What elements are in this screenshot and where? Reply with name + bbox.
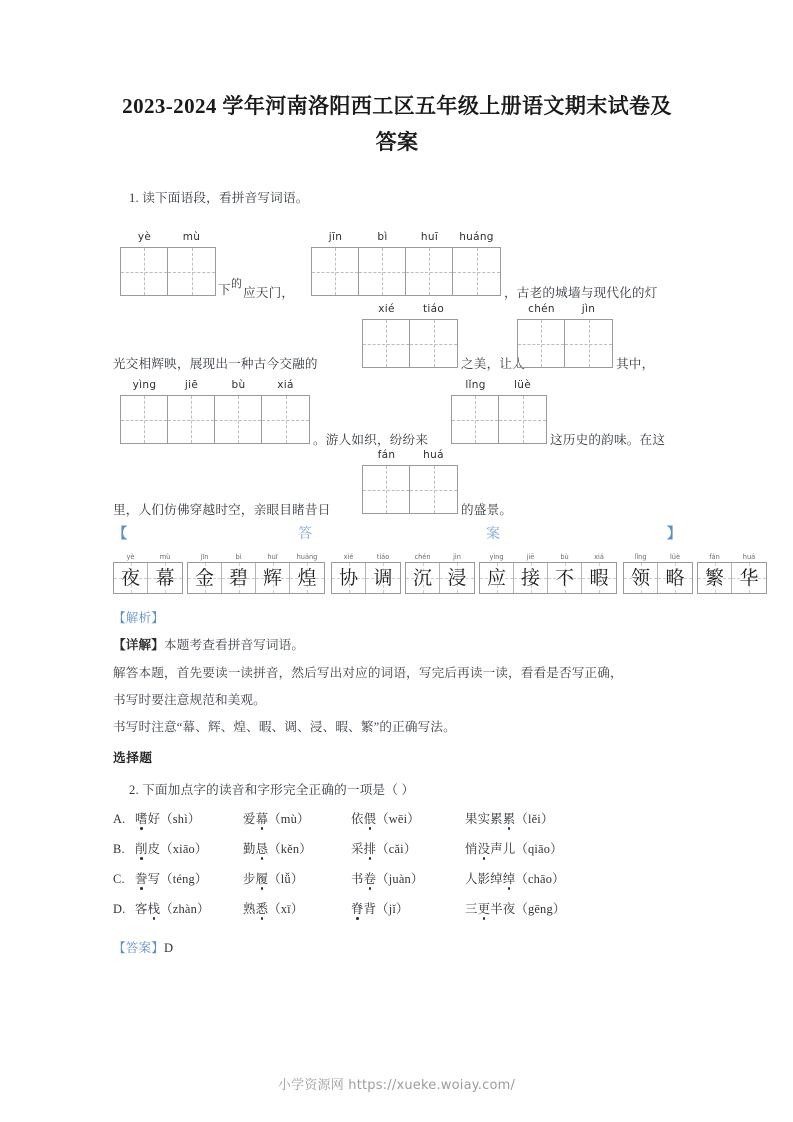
- answer-group-linglue: [623, 553, 693, 594]
- pinyin-grid-row-4: [113, 449, 681, 521]
- answer-cell: [514, 553, 548, 593]
- fragment-text: 。游人如织，纷纷来: [313, 433, 429, 448]
- option-a[interactable]: [113, 805, 681, 835]
- dotted-char: 履: [255, 871, 269, 886]
- answer-cell: [290, 553, 324, 593]
- grid-cell[interactable]: [168, 231, 215, 295]
- question-1-number: 1.: [129, 191, 139, 206]
- fragment-text: 的: [231, 278, 243, 291]
- dotted-char: 幕: [255, 811, 269, 826]
- pinyin-label: lǐng: [465, 379, 486, 392]
- option-a-item-2: 爱幕（mù）: [243, 811, 310, 826]
- question-2-text: 下面加点字的读音和字形完全正确的一项是（ ）: [142, 782, 415, 797]
- grid-cell[interactable]: [121, 379, 168, 443]
- answer-cell: [698, 553, 732, 593]
- grid-cell[interactable]: [121, 231, 168, 295]
- option-d[interactable]: [113, 895, 681, 925]
- answer-char: 幕: [155, 566, 175, 589]
- grid-cell[interactable]: [453, 231, 500, 295]
- dotted-char: 恳: [255, 841, 269, 856]
- dotted-char: 更: [477, 901, 491, 916]
- answer-char: 调: [373, 566, 393, 589]
- dotted-char: 栈: [147, 901, 161, 916]
- answer-cell: [406, 553, 440, 593]
- fragment-text: 光交相辉映，展现出一种古今交融的: [113, 357, 318, 372]
- dotted-char: 脊: [351, 901, 364, 916]
- pinyin-label: huáng: [459, 231, 494, 244]
- answer-char: 协: [338, 566, 358, 589]
- option-c-item-1: 誊写（téng）: [135, 871, 208, 886]
- answer-pinyin: tiáo: [376, 553, 390, 562]
- grid-cell[interactable]: [363, 449, 410, 513]
- dotted-char: 嗜: [135, 811, 148, 826]
- answer-cell: [440, 553, 474, 593]
- question-1-prompt: [113, 186, 681, 211]
- tianzige-jin-bi-hui-huang[interactable]: [311, 231, 501, 296]
- grid-cell[interactable]: [168, 379, 215, 443]
- grid-cell[interactable]: [565, 303, 612, 367]
- option-b-item-3: 采排（cǎi）: [351, 841, 417, 856]
- answer-group-jinbihuihuang: [187, 553, 325, 594]
- grid-cell[interactable]: [359, 231, 406, 295]
- answer-char: 应: [486, 566, 506, 589]
- answer-cell: [188, 553, 222, 593]
- answer-pinyin: fán: [709, 553, 720, 562]
- dotted-char: 累: [502, 811, 516, 826]
- answer-tag: 【答案】: [113, 940, 164, 955]
- option-c-item-3: 书卷（juàn）: [351, 871, 424, 886]
- option-d-item-2: 熟悉（xī）: [243, 901, 304, 916]
- pinyin-label: chén: [528, 303, 555, 316]
- dotted-char: 偎: [363, 811, 377, 826]
- answer-pinyin: chén: [414, 553, 431, 562]
- pinyin-grid-row-1: [113, 213, 681, 301]
- footer-watermark: 小学资源网 https://xueke.woiay.com/: [277, 1078, 516, 1093]
- bracket-close: 】: [667, 527, 681, 543]
- tianzige-ying-jie-bu-xia[interactable]: [120, 379, 310, 444]
- answer-cell: [624, 553, 658, 593]
- dotted-char: 悉: [255, 901, 269, 916]
- answer-value: D: [163, 940, 174, 955]
- page-title: 2023-2024 学年河南洛阳西工区五年级上册语文期末试卷及答案: [122, 94, 672, 155]
- answer-pinyin: jīn: [200, 553, 209, 562]
- option-a-item-1: 嗜好（shì）: [135, 811, 201, 826]
- option-b-item-4: 悄没声儿（qiāo）: [465, 841, 563, 856]
- pinyin-label: mù: [182, 231, 201, 244]
- answer-cell: [222, 553, 256, 593]
- answer-group-yingjiebuxia: [479, 553, 617, 594]
- dotted-char: 卷: [363, 871, 377, 886]
- answer-pinyin: xiá: [594, 553, 604, 562]
- xiangjie-text: 本题考查看拼音写词语。: [163, 638, 305, 653]
- grid-cell[interactable]: [363, 303, 410, 367]
- tianzige-xie-tiao[interactable]: [362, 303, 458, 368]
- xiangjie-line: [113, 632, 681, 659]
- option-d-label: D.: [113, 901, 126, 916]
- jiexi-tag: 【解析】: [113, 611, 164, 626]
- grid-cell[interactable]: [499, 379, 546, 443]
- answer-word-2: 案: [486, 527, 500, 543]
- answer-group-fanhua: [697, 553, 767, 594]
- pinyin-grid-row-3: [113, 371, 681, 449]
- option-c-label: C.: [113, 871, 125, 886]
- answer-cell: [114, 553, 148, 593]
- fragment-text: 的盛景。: [461, 503, 513, 518]
- answer-pinyin: huáng: [296, 553, 318, 562]
- answer-cell: [658, 553, 692, 593]
- option-b-item-1: 削皮（xiāo）: [135, 841, 208, 856]
- pinyin-label: xié: [378, 303, 395, 316]
- dotted-char: 没: [477, 841, 491, 856]
- answer-char: 金: [194, 566, 214, 589]
- pinyin-label: xiá: [277, 379, 294, 392]
- question-2-answer-line: [113, 935, 681, 962]
- pinyin-label: yè: [137, 231, 152, 244]
- answer-char: 略: [665, 566, 685, 589]
- answer-cell: [148, 553, 182, 593]
- answer-pinyin: xié: [343, 553, 354, 562]
- explanation-line-2: 书写时要注意规范和美观。: [113, 692, 266, 707]
- answer-char: 辉: [262, 566, 282, 589]
- grid-cell[interactable]: [410, 449, 457, 513]
- answer-pinyin: huī: [267, 553, 278, 562]
- option-a-item-4: 果实累累（lěi）: [465, 811, 554, 826]
- answer-char: 繁: [704, 566, 724, 589]
- fragment-text: 这历史的韵味。在这: [550, 433, 666, 448]
- answer-char: 华: [739, 566, 759, 589]
- pinyin-label: tiáo: [422, 303, 445, 316]
- pinyin-label: bì: [377, 231, 388, 244]
- answer-pinyin: bì: [235, 553, 242, 562]
- bracket-open: 【: [113, 527, 127, 543]
- pinyin-label: bù: [231, 379, 246, 392]
- dotted-char: 誊: [135, 871, 148, 886]
- option-d-item-3: 脊背（jǐ）: [351, 901, 409, 916]
- answer-char: 不: [554, 566, 574, 589]
- fragment-text: 应天门，: [243, 286, 295, 301]
- option-d-item-1: 客栈（zhàn）: [135, 901, 210, 916]
- grid-cell[interactable]: [406, 231, 453, 295]
- document-content: [113, 88, 759, 962]
- answer-cell: [366, 553, 400, 593]
- fragment-text: 其中，: [616, 357, 655, 372]
- answer-char: 夜: [120, 566, 140, 589]
- pinyin-label: jìn: [581, 303, 596, 316]
- answer-cell: [256, 553, 290, 593]
- explanation-line-1: 解答本题，首先要读一读拼音，然后写出对应的词语，写完后再读一读，看看是否写正确，: [113, 665, 623, 680]
- grid-cell[interactable]: [262, 379, 309, 443]
- option-c[interactable]: [113, 865, 681, 895]
- answer-cell: [732, 553, 766, 593]
- answer-char: 浸: [447, 566, 467, 589]
- xiangjie-tag: 【详解】: [113, 638, 164, 653]
- pinyin-label: huī: [420, 231, 439, 244]
- jiexi-line: [113, 605, 681, 632]
- answer-char: 碧: [228, 566, 248, 589]
- question-2-prompt: [113, 778, 681, 803]
- option-a-label: A.: [113, 811, 126, 826]
- answer-char: 煌: [297, 566, 317, 589]
- grid-cell[interactable]: [452, 379, 499, 443]
- section-heading-xuanzeti: 选择题: [113, 750, 153, 765]
- answer-pinyin: jiē: [526, 553, 535, 562]
- tianzige-ye-mu[interactable]: [120, 231, 216, 296]
- option-b-item-2: 勤恳（kěn）: [243, 841, 312, 856]
- grid-cell[interactable]: [312, 231, 359, 295]
- question-1-text: 读下面语段，看拼音写词语。: [142, 191, 309, 206]
- fragment-text: 下: [218, 283, 231, 298]
- option-b[interactable]: [113, 835, 681, 865]
- tianzige-chen-jin[interactable]: [517, 303, 613, 368]
- answer-pinyin: lǐng: [634, 553, 647, 562]
- fragment-text: 里，人们仿佛穿越时空，亲眼目睹昔日: [113, 503, 331, 518]
- pinyin-label: jiē: [184, 379, 199, 392]
- answer-cell: [332, 553, 366, 593]
- answer-banner: [113, 523, 681, 545]
- answer-group-yemu: [113, 553, 183, 594]
- tianzige-fan-hua[interactable]: [362, 449, 458, 514]
- answer-pinyin: huá: [742, 553, 756, 562]
- tianzige-ling-lue[interactable]: [451, 379, 547, 444]
- pinyin-grid-row-2: [113, 291, 681, 371]
- grid-cell[interactable]: [410, 303, 457, 367]
- pinyin-label: lüè: [514, 379, 531, 392]
- answer-cell: [582, 553, 616, 593]
- grid-cell[interactable]: [215, 379, 262, 443]
- fragment-text: 之美，让人: [461, 357, 525, 372]
- answer-pinyin: yè: [126, 553, 135, 562]
- grid-cell[interactable]: [518, 303, 565, 367]
- dotted-char: 排: [363, 841, 377, 856]
- dotted-char: 绰: [502, 871, 516, 886]
- explanation-line-3: 书写时注意“幕、辉、煌、暇、调、浸、暇、繁”的正确写法。: [113, 719, 456, 734]
- option-c-item-2: 步履（lǚ）: [243, 871, 304, 886]
- pinyin-label: jīn: [328, 231, 343, 244]
- answer-char: 暇: [589, 566, 609, 589]
- answer-pinyin: bù: [560, 553, 569, 562]
- answer-char: 领: [630, 566, 650, 589]
- question-2-number: 2.: [129, 782, 139, 797]
- option-c-item-4: 人影绰绰（chāo）: [465, 871, 565, 886]
- option-d-item-4: 三更半夜（gēng）: [465, 901, 566, 916]
- dotted-char: 削: [135, 841, 148, 856]
- answer-char: 沉: [412, 566, 432, 589]
- fragment-text: ，古老的城墙与现代化的灯: [504, 286, 658, 301]
- answer-pinyin: mù: [159, 553, 171, 562]
- answer-char: 接: [520, 566, 540, 589]
- option-a-item-3: 依偎（wēi）: [351, 811, 420, 826]
- answer-grid-row: [113, 551, 759, 597]
- answer-word-1: 答: [298, 527, 312, 543]
- option-b-label: B.: [113, 841, 125, 856]
- answer-pinyin: jìn: [453, 553, 461, 562]
- answer-cell: [480, 553, 514, 593]
- answer-pinyin: yìng: [489, 553, 504, 562]
- answer-pinyin: lüè: [669, 553, 681, 562]
- pinyin-label: huá: [423, 449, 444, 462]
- answer-group-chenjin: [405, 553, 475, 594]
- answer-group-xietiao: [331, 553, 401, 594]
- answer-cell: [548, 553, 582, 593]
- pinyin-label: yìng: [132, 379, 157, 392]
- pinyin-label: fán: [377, 449, 396, 462]
